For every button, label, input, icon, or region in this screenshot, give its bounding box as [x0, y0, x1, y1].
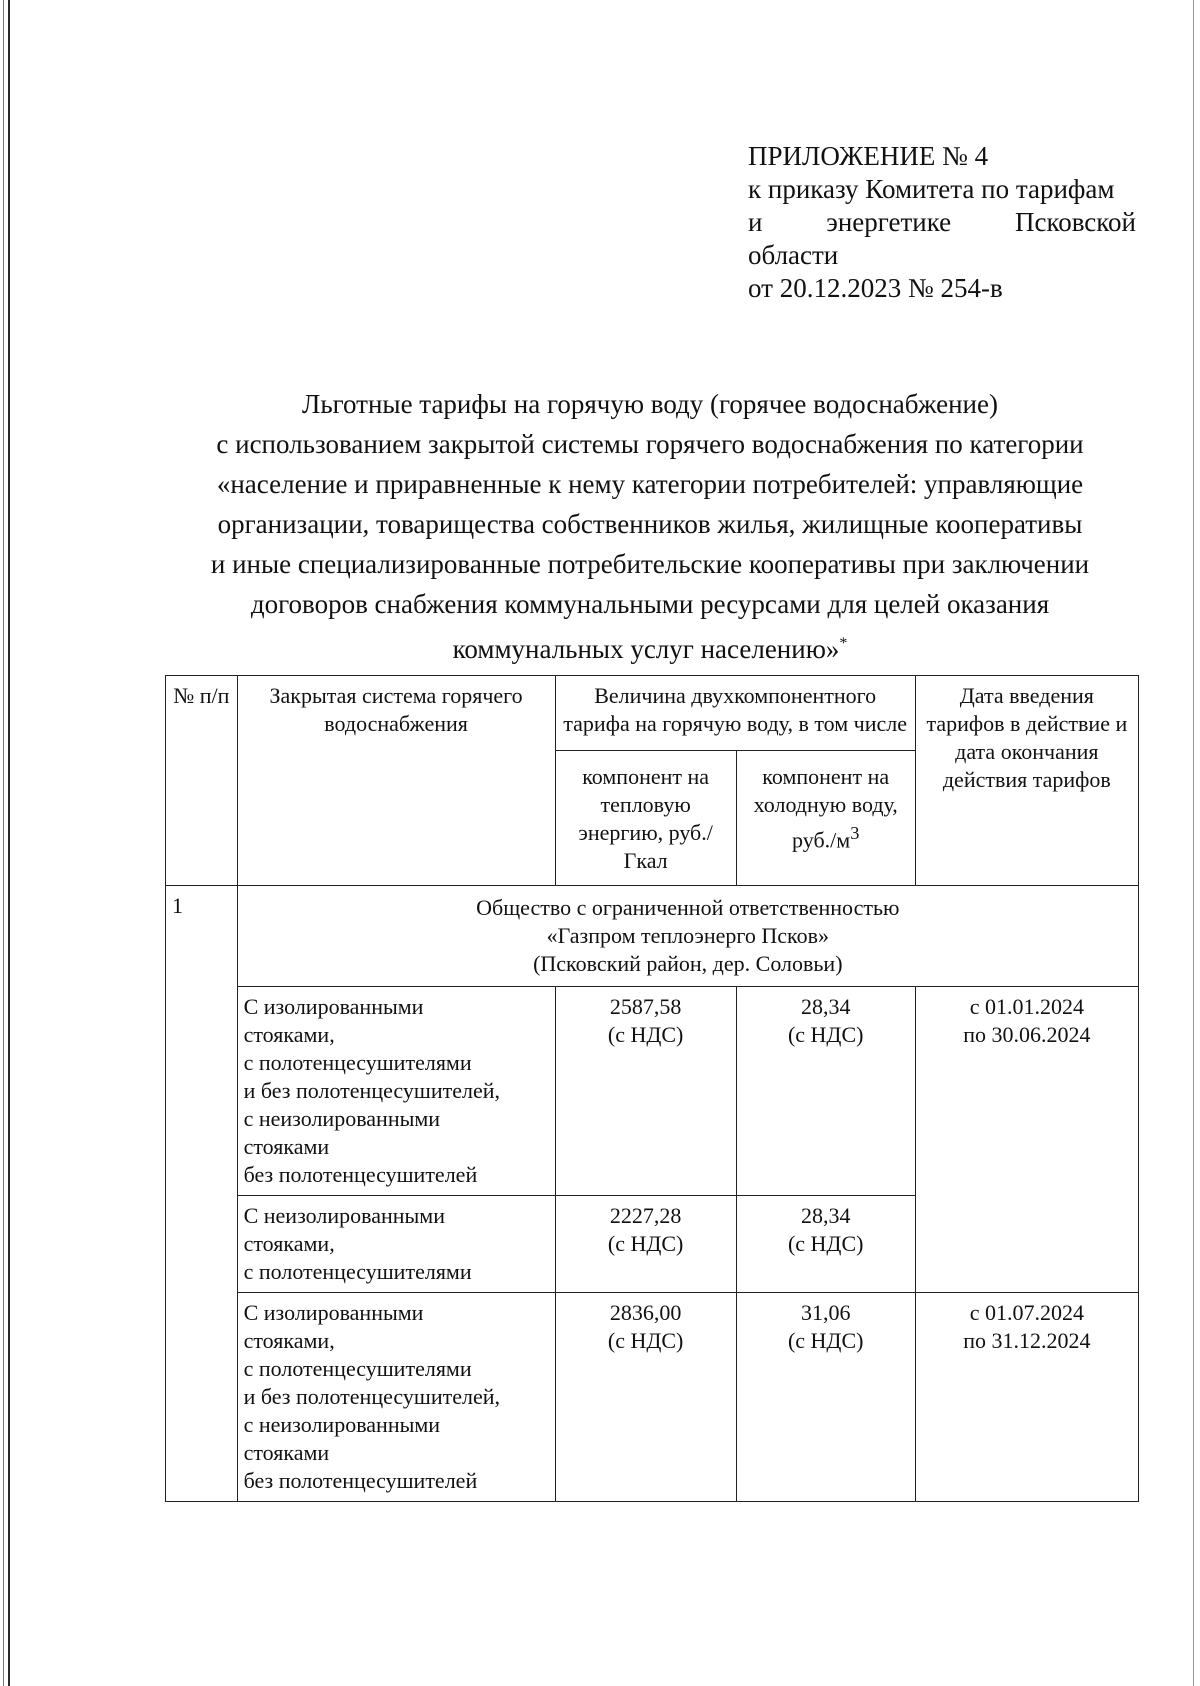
validity-period: с 01.07.2024 по 31.12.2024 [915, 1293, 1138, 1502]
title-line: «население и приравненные к нему категории потребителей: управляющие [216, 469, 1084, 499]
table-row [166, 987, 1139, 1196]
heat-component-value: 2587,58 (с НДС) [555, 987, 736, 1196]
header-cold-text: компонент на холодную воду, руб./м [753, 764, 898, 853]
system-description: С неизолированными стояками, с полотенцесушителями [237, 1196, 555, 1293]
appendix-region: области [748, 240, 839, 270]
cold-component-value: 28,34 (с НДС) [736, 987, 915, 1196]
appendix-order-ref: к приказу Комитета по тарифам [748, 174, 1115, 204]
cold-component-value: 28,34 (с НДС) [736, 1196, 915, 1293]
appendix-word: Псковской [1014, 207, 1136, 237]
header-dates: Дата введения тарифов в действие и дата окончания действия тарифов [915, 676, 1138, 886]
scan-edge-right [1193, 0, 1194, 1686]
header-system: Закрытая система горячего водоснабжения [237, 676, 555, 886]
header-cold-sup: 3 [850, 823, 860, 843]
cold-component-value: 31,06 (с НДС) [736, 1293, 915, 1502]
scan-edge-shadow [3, 0, 4, 1686]
organization-name: Общество с ограниченной ответственностью «Газпром теплоэнерго Псков» (Псковский район, дер. Соловьи) [237, 886, 1138, 987]
table-row [166, 1293, 1139, 1502]
header-heat-component: компонент на тепловую энергию, руб./Гкал [555, 751, 736, 886]
document-title [150, 384, 1150, 669]
header-tariff: Величина двухкомпонентного тарифа на горячую воду, в том числе [555, 676, 915, 751]
appendix-number: ПРИЛОЖЕНИЕ № 4 [748, 141, 989, 171]
header-cold-component [736, 751, 915, 886]
system-description: С изолированными стояками, с полотенцесушителями и без полотенцесушителей, с неизолированными стояками без полотенцесушителей [237, 1293, 555, 1502]
title-line: Льготные тарифы на горячую воду (горячее водоснабжение) [302, 389, 998, 419]
appendix-header [748, 140, 1136, 305]
title-line: договоров снабжения коммунальными ресурсами для целей оказания [250, 589, 1050, 619]
title-line: с использованием закрытой системы горячего водоснабжения по категории [216, 429, 1084, 459]
table-header-row [166, 676, 1139, 751]
title-line-last [150, 624, 1150, 669]
header-num: № п/п [166, 676, 238, 886]
validity-period: с 01.01.2024 по 30.06.2024 [915, 987, 1138, 1293]
title-line: коммунальных услуг населению» [452, 634, 840, 664]
heat-component-value: 2227,28 (с НДС) [555, 1196, 736, 1293]
appendix-date: от 20.12.2023 № 254-в [748, 273, 1003, 303]
title-line: организации, товарищества собственников жилья, жилищные кооперативы [217, 509, 1083, 539]
row-number: 1 [166, 886, 238, 1502]
scan-edge [8, 0, 10, 1686]
tariffs-table [165, 675, 1139, 1502]
appendix-committee [748, 206, 1136, 239]
appendix-word: и [748, 207, 763, 237]
appendix-word: энергетике [826, 207, 952, 237]
footnote-mark: * [839, 635, 848, 652]
title-line: и иные специализированные потребительские кооперативы при заключении [210, 549, 1090, 579]
heat-component-value: 2836,00 (с НДС) [555, 1293, 736, 1502]
table-row [166, 886, 1139, 987]
system-description: С изолированными стояками, с полотенцесушителями и без полотенцесушителей, с неизолированными стояками без полотенцесушителей [237, 987, 555, 1196]
